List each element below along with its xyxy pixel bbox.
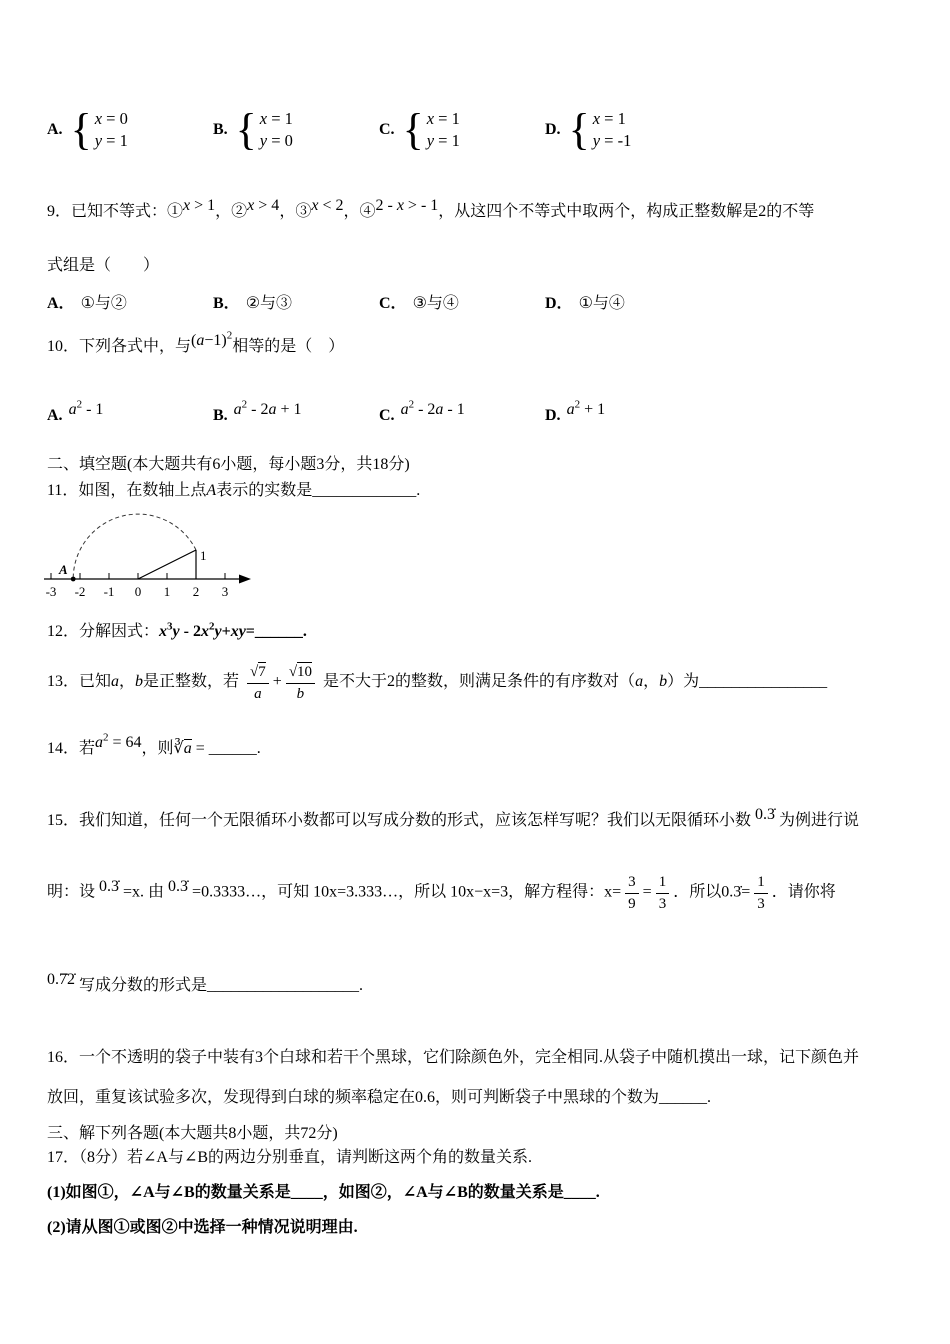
question-16-line2 [47,1086,910,1110]
expr-var: a [566,401,575,418]
fraction-3-over-9 [625,873,639,913]
eq-var: y [94,131,103,150]
question-text: ．所以0.3̇= [673,883,751,901]
brace-icon: { [568,105,590,155]
fraction-denominator: a [254,686,262,702]
expr-part: - 2 [247,401,269,418]
dashed-arc [73,514,196,579]
expr-part: - 1 [443,401,465,418]
exponent: 3 [167,620,173,633]
expr-part: + 1 [580,401,606,418]
question-text: (2)请从图①或图②中选择一种情况说明理由. [47,1219,358,1236]
tick-label: -2 [74,584,86,599]
expr-var: y [214,623,222,640]
question-text: ， [119,673,136,691]
equation-system [593,108,632,152]
exponent: 2 [103,731,109,744]
fraction-denominator: 3 [757,896,765,912]
expr-var: a [233,401,242,418]
expr-var: a [68,401,77,418]
question-15-line1 [47,803,910,833]
question-12-line [47,620,910,644]
expr-var: a [95,734,104,751]
ineq-2-rest: > 4 [254,197,280,214]
question-17-part2 [47,1216,910,1240]
question-10-options [47,398,910,425]
expr-var: x [159,623,168,640]
point-a-dot [71,577,76,582]
equation [95,731,142,755]
section-title: 三、解下列各题(本大题共8小题，共72分) [47,1125,338,1142]
expr-var: xy [230,623,246,640]
factor-expression [159,620,307,640]
question-text: 12．分解因式： [47,623,160,640]
plus-sign: + [272,673,282,691]
fraction-1-over-3 [656,873,670,913]
question-11-line [47,479,910,503]
sqrt-icon: √ [250,664,259,680]
question-10-line [47,329,910,359]
eq-var: x [426,109,435,128]
question-text: 13．已知 [47,673,112,691]
expr-var: a [635,673,644,691]
point-a-label: A [59,562,68,577]
question-9-line2 [47,254,910,278]
question-text: ，从这四个不等式中取两个，构成正整数解是2的不等 [438,203,815,220]
tick-label: -3 [45,584,57,599]
q10-option-d [545,398,606,425]
option-label: A． [47,295,75,312]
expression [191,329,232,353]
expr-part: = 64 [108,734,142,751]
q10-option-a [47,398,213,425]
repeating-decimal: 0.3̇ [755,806,776,823]
ineq-3-rest: < 2 [318,197,344,214]
question-text: ．请你将 [771,883,836,901]
option-label: C. [379,407,395,424]
question-text: = [642,883,652,901]
eq-rest: = 1 [102,131,128,150]
expr-part: - 2 [414,401,436,418]
ineq-4-rest: > - 1 [403,197,439,214]
question-text: (1)如图①，∠A与∠B的数量关系是____，如图②，∠A与∠B的数量关系是____. [47,1184,600,1201]
eq-rest: = 1 [267,109,293,128]
answer-blank: ______. [208,740,261,757]
eq-rest: = -1 [600,131,632,150]
fraction-sqrt7-over-a [247,662,269,703]
expr-part: - 1 [82,401,104,418]
option-label: D． [545,295,573,312]
q10-option-c [379,398,545,425]
answer-blank: =______. [245,623,307,640]
expr-var: a [111,673,120,691]
equation-system [427,108,460,152]
question-text: 16．一个不透明的袋子中装有3个白球和若干个黑球，它们除颜色外，完全相同.从袋子中随机摸出一球，记下颜色并 [47,1049,860,1066]
question-text: 放回，重复该试验多次，发现得到白球的频率稳定在0.6，则可判断袋子中黑球的个数为______. [47,1089,712,1106]
eq-var: y [259,131,268,150]
fraction-denominator: b [296,686,305,702]
repeating-decimal: 0.3̇ [99,877,120,895]
question-text: 为例进行说 [779,812,860,829]
option-label: B. [213,121,228,138]
exponent: 2 [574,398,581,411]
radicand: 7 [258,664,266,680]
ineq-2: x [247,197,255,214]
eq-var: y [592,131,601,150]
q9-option-a [47,290,213,313]
repeating-decimal: 0.7̇2̇ [47,971,75,988]
question-text: 写成分数的形式是___________________. [79,977,364,994]
question-text: ， [643,673,660,691]
q9-option-c [379,290,545,313]
question-text: =0.3333…，可知 10x=3.333…，所以 10x−x=3，解方程得：x= [192,883,622,901]
eq-var: x [259,109,268,128]
expr-var: a [435,401,444,418]
question-text: 14．若 [47,740,96,757]
point-var: A [206,482,217,499]
question-text: 相等的是（ ） [232,338,345,355]
fraction-numerator: 3 [625,873,639,894]
question-text: 式组是（ ） [47,257,160,274]
eq-rest: = 0 [267,131,293,150]
question-text: 17．（8分）若∠A与∠B的两边分别垂直，请判断这两个角的数量关系. [47,1149,533,1166]
equation-system [260,108,293,152]
question-text: 15．我们知道，任何一个无限循环小数都可以写成分数的形式，应该怎样写呢？我们以无限循环小数 [47,812,752,829]
eq-rest: = 1 [434,109,460,128]
expr-var: x [200,623,209,640]
fraction-numerator: 1 [656,873,670,894]
ineq-1: x [183,197,191,214]
question-text: 11．如图，在数轴上点 [47,482,207,499]
repeating-decimal: 0.3̇ [168,877,189,895]
expr-part: = [191,740,209,757]
question-15-line3 [47,968,910,998]
question-14-line [47,731,910,761]
option-label: B. [213,407,228,424]
fraction-denominator: 9 [628,896,636,912]
q8-option-b [213,105,379,155]
question-text: 是不大于2的整数，则满足条件的有序数对（ [323,673,636,691]
question-text: 9．已知不等式：① [47,203,184,220]
question-9-line1 [47,194,910,224]
expr-var: a [400,401,409,418]
option-text: ②与③ [245,295,293,312]
tick-label: 1 [163,584,171,599]
option-label: A. [47,121,63,138]
tick-label: 3 [221,584,229,599]
question-text: ，则 [141,740,174,757]
number-line-diagram [41,507,910,612]
question-17-line1 [47,1146,910,1170]
question-9-options [47,290,910,313]
eq-rest: = 1 [600,109,626,128]
question-text: =x. 由 [123,883,165,901]
eq-var: x [94,109,103,128]
expr-var: y [172,623,180,640]
expr-var: b [135,673,144,691]
cube-root [174,739,209,757]
radicand: 10 [297,664,313,680]
option-expression [400,398,465,419]
exponent: 2 [408,398,415,411]
option-label: B． [213,295,240,312]
question-13-line [47,662,910,703]
exponent: 2 [208,620,215,633]
number-line-svg [41,507,281,607]
option-text: ①与② [80,295,127,312]
tick-label: 0 [134,584,142,599]
radicand: a [183,740,192,757]
answer-blank: ）为________________ [667,673,828,691]
expr-part: + 1 [276,401,302,418]
expr-part: + [221,623,231,640]
ineq-4-pre: 2 - [375,197,397,214]
option-text: ③与④ [412,295,459,312]
fraction-sqrt10-over-b [286,662,315,703]
cbrt-icon: ∛ [173,740,184,757]
q10-option-b [213,398,379,425]
ineq-1-rest: > 1 [190,197,216,214]
fraction-1-over-3 [754,873,768,913]
axis-arrow [239,575,251,584]
q8-option-a [47,105,213,155]
question-17-part1 [47,1181,910,1205]
question-text: ，② [215,203,248,220]
eq-rest: = 1 [434,131,460,150]
eq-var: x [592,109,601,128]
section-title: 二、填空题(本大题共有6小题，每小题3分，共18分) [47,456,410,473]
question-text: ，③ [279,203,312,220]
option-expression [566,398,606,419]
question-text: 明：设 [47,883,96,901]
q9-option-b [213,290,379,313]
section-2-header [47,453,910,477]
brace-icon: { [235,105,257,155]
question-8-options-row [47,96,910,164]
question-text: 表示的实数是_____________. [216,482,421,499]
option-label: D. [545,121,561,138]
expr-mid: −1) [204,332,227,349]
question-16-line1 [47,1046,910,1070]
ineq-4-var: x [396,197,404,214]
fraction-numerator: 1 [754,873,768,894]
section-3-header [47,1122,910,1146]
fraction-denominator: 3 [658,896,667,912]
option-text: ①与④ [578,295,625,312]
eq-var: y [426,131,435,150]
question-text: ，④ [343,203,376,220]
expr-var: b [659,673,668,691]
equation-system [95,108,128,152]
q8-option-c [379,105,545,155]
sqrt-icon: √ [288,664,298,680]
eq-rest: = 0 [102,109,128,128]
option-label: C. [379,121,395,138]
brace-icon: { [70,105,92,155]
brace-icon: { [402,105,424,155]
expr-part: - 2 [179,623,201,640]
question-text: 10．下列各式中，与 [47,338,192,355]
option-label: D. [545,407,561,424]
exponent: 2 [226,329,233,342]
option-expression [233,398,302,419]
expr-var: a [268,401,277,418]
tick-label: -1 [103,584,115,599]
exponent: 2 [76,398,83,411]
q8-option-d [545,105,711,155]
q9-option-d [545,290,625,313]
ineq-3: x [311,197,319,214]
option-label: A. [47,407,63,424]
question-15-line2 [47,873,910,913]
tick-label: 2 [192,584,200,599]
option-label: C． [379,295,407,312]
exponent: 2 [241,398,248,411]
expr-var: a [196,332,205,349]
paren: ( [191,332,197,349]
height-label: 1 [200,548,207,563]
question-text: 是正整数，若 [143,673,240,691]
option-expression [68,398,104,419]
